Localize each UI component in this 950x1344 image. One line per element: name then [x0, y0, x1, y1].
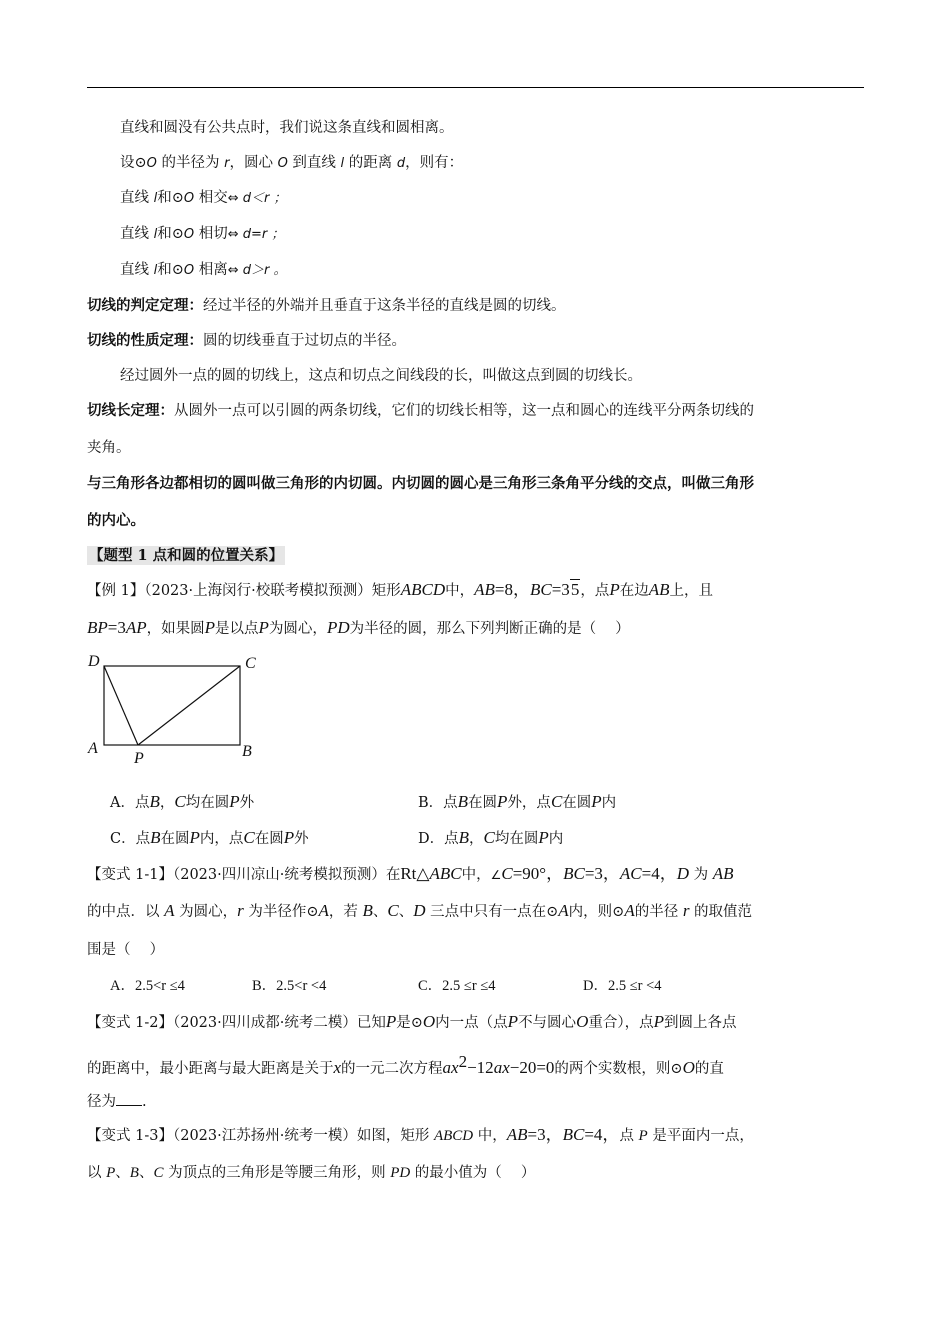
label-p: P [134, 750, 144, 767]
relation-intersect: 直线 l和⊙O 相交⇔ d＜r ； [120, 190, 287, 206]
variant11-option-b[interactable]: B．2.5<r <4 [252, 978, 327, 994]
paragraph-disjoint: 直线和圆没有公共点时，我们说这条直线和圆相离。 [120, 120, 454, 136]
variant11-option-c[interactable]: C．2.5 ≤r ≤4 [418, 978, 496, 994]
variant13-line2: 以 P、B、C 为顶点的三角形是等腰三角形，则 PD 的最小值为（ ） [87, 1165, 536, 1181]
section-heading: 【题型 1 点和圆的位置关系】 [89, 547, 284, 564]
example1-option-c[interactable]: C．点B在圆P内，点C在圆P外 [110, 828, 309, 847]
variant13-line1: 【变式 1-3】（2023·江苏扬州·统考一模）如图，矩形 ABCD 中，AB=3，BC=4，点 P 是平面内一点， [87, 1125, 754, 1144]
variant11-line1: 【变式 1-1】（2023·四川凉山·统考模拟预测）在Rt△ABC中，∠C=90°，BC=3，AC=4，D 为 AB [87, 864, 734, 883]
tangent-length-definition: 经过圆外一点的圆的切线上，这点和切点之间线段的长，叫做这点到圆的切线长。 [120, 368, 642, 384]
example1-option-b[interactable]: B．点B在圆P外，点C在圆P内 [418, 792, 617, 811]
header-rule [87, 87, 864, 88]
segment-pc [138, 666, 240, 745]
label-b: B [242, 743, 252, 760]
variant12-line2: 的距离中，最小距离与最大距离是关于x的一元二次方程$ax^2-12ax-20=0$的两个实数根，则⊙O的直 [87, 1052, 724, 1077]
tangent-judgement-theorem: 切线的判定定理：经过半径的外端并且垂直于这条半径的直线是圆的切线。 [87, 297, 566, 314]
variant11-option-d[interactable]: D．2.5 ≤r <4 [583, 978, 662, 994]
variant11-line3: 围是（ ） [87, 942, 165, 958]
segment-dp [104, 666, 138, 745]
incircle-definition-cont: 的内心。 [87, 512, 145, 529]
example1-line2: BP=3AP，如果圆P是以点P为圆心，PD为半径的圆，那么下列判断正确的是（ ） [87, 618, 630, 637]
variant12-line1: 【变式 1-2】（2023·四川成都·统考二模）已知P是⊙O内一点（点P不与圆心O重合），点P到圆上各点 [87, 1012, 737, 1031]
relation-separate: 直线 l和⊙O 相离⇔ d＞r 。 [120, 262, 287, 278]
example1-option-a[interactable]: A．点B，C均在圆P外 [110, 792, 255, 811]
answer-blank[interactable] [116, 1091, 142, 1106]
variant11-line2: 的中点．以 A 为圆心，r 为半径作⊙A，若 B、C、D 三点中只有一点在⊙A内，则⊙A的半径 r 的取值范 [87, 901, 753, 920]
tangent-length-theorem-cont: 夹角。 [87, 440, 131, 456]
label-a: A [88, 740, 98, 757]
variant11-option-a[interactable]: A．2.5<r ≤4 [110, 978, 185, 994]
variant12-line3: 径为 . [87, 1091, 147, 1112]
rectangle-abcd [104, 666, 240, 745]
label-d: D [88, 653, 100, 670]
rectangle-figure [82, 650, 272, 770]
relation-tangent: 直线 l和⊙O 相切⇔ d=r ； [120, 226, 285, 242]
tangent-length-theorem: 切线长定理：从圆外一点可以引圆的两条切线，它们的切线长相等，这一点和圆心的连线平分两条切线的 [87, 402, 754, 419]
example1-option-d[interactable]: D．点B，C均在圆P内 [418, 828, 564, 847]
label-c: C [245, 655, 256, 672]
tangent-property-theorem: 切线的性质定理：圆的切线垂直于过切点的半径。 [87, 332, 406, 349]
incircle-definition: 与三角形各边都相切的圆叫做三角形的内切圆。内切圆的圆心是三角形三条角平分线的交点，叫做三角形 [87, 475, 754, 492]
example1-line1: 【例 1】（2023·上海闵行·校联考模拟预测）矩形ABCD中，AB=8，BC=35，点P在边AB上，且 [87, 580, 713, 599]
paragraph-radius-setup: 设⊙O 的半径为 r，圆心 O 到直线 l 的距离 d，则有： [120, 155, 464, 171]
